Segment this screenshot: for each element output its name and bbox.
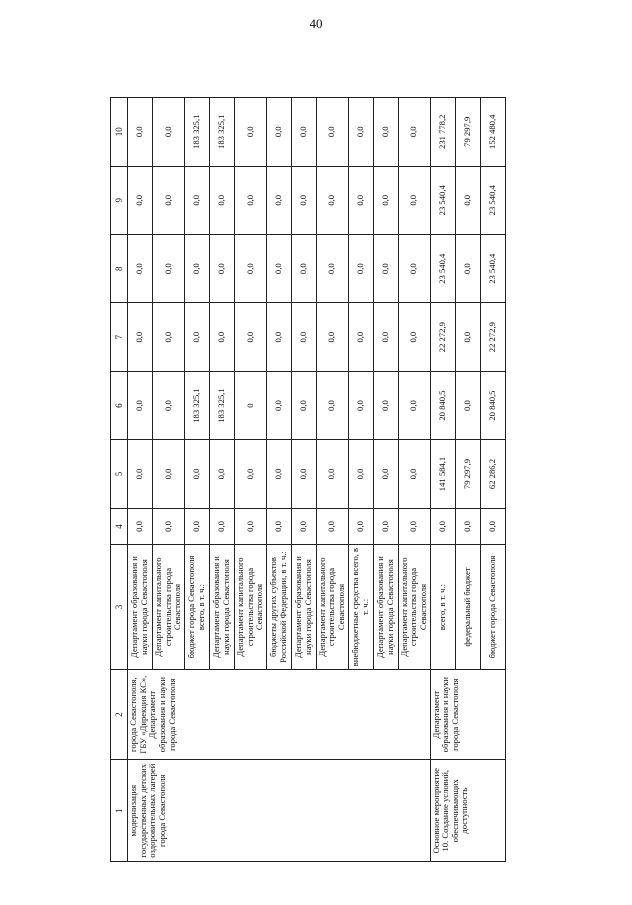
amount-cell: 183 325,1 (184, 371, 209, 439)
amount-cell: 0,0 (209, 440, 234, 508)
column-header: 7 (111, 303, 128, 371)
amount-cell: 0,0 (373, 440, 398, 508)
amount-cell: 0,0 (398, 440, 430, 508)
amount-cell: 0,0 (455, 303, 480, 371)
funding-source-cell: Департамент капитального строительства города Севастополя (398, 545, 430, 670)
amount-cell: 0,0 (184, 234, 209, 302)
amount-cell: 0,0 (128, 303, 153, 371)
amount-cell: 0,0 (455, 371, 480, 439)
amount-cell: 0,0 (184, 508, 209, 544)
amount-cell: 0,0 (153, 166, 185, 234)
amount-cell: 0,0 (153, 371, 185, 439)
amount-cell: 0,0 (184, 303, 209, 371)
amount-cell: 0,0 (398, 166, 430, 234)
funding-source-cell: бюджеты других субъектов Российской Федерации, в т. ч.: (266, 545, 291, 670)
amount-cell: 0,0 (348, 303, 373, 371)
amount-cell: 0,0 (348, 98, 373, 167)
amount-cell: 0,0 (398, 303, 430, 371)
executor-cell: города Севастополя, ГБУ «Дирекция КС», Департамент образования и науки города Севастополя (128, 669, 431, 760)
amount-cell: 152 480,4 (480, 98, 505, 167)
amount-cell: 79 297,9 (455, 440, 480, 508)
amount-cell: 0,0 (209, 166, 234, 234)
amount-cell: 0,0 (316, 234, 348, 302)
amount-cell: 0,0 (348, 508, 373, 544)
amount-cell: 0,0 (153, 234, 185, 302)
event-name-cell: модернизация государственных детских оздоровительных лагерей города Севастополя (128, 760, 431, 862)
column-header: 8 (111, 234, 128, 302)
amount-cell: 0,0 (316, 98, 348, 167)
amount-cell: 0,0 (348, 166, 373, 234)
amount-cell: 0,0 (373, 508, 398, 544)
amount-cell: 0,0 (209, 303, 234, 371)
amount-cell: 0,0 (373, 98, 398, 167)
amount-cell: 0,0 (234, 440, 266, 508)
amount-cell: 0,0 (234, 98, 266, 167)
amount-cell: 0,0 (373, 166, 398, 234)
amount-cell: 0,0 (291, 371, 316, 439)
amount-cell: 0,0 (128, 440, 153, 508)
amount-cell: 0,0 (316, 508, 348, 544)
amount-cell: 0,0 (398, 508, 430, 544)
budget-table (110, 97, 506, 862)
funding-source-cell: Департамент капитального строительства города Севастополя (316, 545, 348, 670)
amount-cell: 22 272,9 (480, 303, 505, 371)
funding-source-cell: Департамент капитального строительства города Севастополя (234, 545, 266, 670)
amount-cell: 0,0 (184, 166, 209, 234)
amount-cell: 0,0 (291, 166, 316, 234)
amount-cell: 0,0 (291, 440, 316, 508)
column-header: 2 (111, 669, 128, 760)
header-row (111, 98, 128, 862)
amount-cell: 0,0 (455, 234, 480, 302)
amount-cell: 62 286,2 (480, 440, 505, 508)
amount-cell: 0,0 (153, 508, 185, 544)
funding-source-cell: Департамент образования и науки города Севастополя (128, 545, 153, 670)
amount-cell: 0,0 (153, 303, 185, 371)
amount-cell: 0,0 (455, 508, 480, 544)
amount-cell: 0,0 (266, 166, 291, 234)
column-header: 10 (111, 98, 128, 167)
amount-cell: 0,0 (234, 508, 266, 544)
funding-source-cell: Департамент образования и науки города Севастополя (209, 545, 234, 670)
column-header: 9 (111, 166, 128, 234)
amount-cell: 0,0 (316, 303, 348, 371)
funding-source-cell: Департамент капитального строительства города Севастополя (153, 545, 185, 670)
amount-cell: 23 540,4 (430, 166, 455, 234)
funding-source-cell: Департамент образования и науки города Севастополя (291, 545, 316, 670)
funding-source-cell: внебюджетные средства всего, в т. ч.: (348, 545, 373, 670)
amount-cell: 0,0 (266, 440, 291, 508)
amount-cell: 0,0 (234, 234, 266, 302)
amount-cell: 0,0 (455, 166, 480, 234)
amount-cell: 0,0 (398, 371, 430, 439)
amount-cell: 0,0 (398, 98, 430, 167)
page-number: 40 (309, 16, 323, 31)
amount-cell: 0,0 (266, 303, 291, 371)
amount-cell: 0,0 (184, 440, 209, 508)
amount-cell: 0,0 (316, 440, 348, 508)
amount-cell: 141 584,1 (430, 440, 455, 508)
amount-cell: 0,0 (373, 371, 398, 439)
amount-cell: 0,0 (373, 303, 398, 371)
amount-cell: 183 325,1 (209, 98, 234, 167)
amount-cell: 0,0 (266, 508, 291, 544)
amount-cell: 0,0 (153, 98, 185, 167)
amount-cell: 23 540,4 (430, 234, 455, 302)
amount-cell: 79 297,9 (455, 98, 480, 167)
executor-cell: Департамент образования и науки города Севастополя (430, 669, 505, 760)
amount-cell: 23 540,4 (480, 166, 505, 234)
amount-cell: 0,0 (128, 166, 153, 234)
budget-table-rotated (110, 97, 520, 862)
funding-source-cell: бюджет города Севастополя всего, в т. ч.: (184, 545, 209, 670)
amount-cell: 0,0 (398, 234, 430, 302)
amount-cell: 0,0 (316, 371, 348, 439)
amount-cell: 0,0 (291, 508, 316, 544)
amount-cell: 0,0 (316, 166, 348, 234)
column-header: 4 (111, 508, 128, 544)
column-header: 5 (111, 440, 128, 508)
amount-cell: 23 540,4 (480, 234, 505, 302)
funding-source-cell: федеральный бюджет (455, 545, 480, 670)
funding-source-cell: Департамент образования и науки города Севастополя (373, 545, 398, 670)
amount-cell: 0,0 (234, 303, 266, 371)
amount-cell: 20 840,5 (480, 371, 505, 439)
amount-cell: 0,0 (348, 234, 373, 302)
amount-cell: 0,0 (266, 234, 291, 302)
amount-cell: 0,0 (234, 166, 266, 234)
amount-cell: 0,0 (291, 234, 316, 302)
amount-cell: 0,0 (373, 234, 398, 302)
amount-cell: 0,0 (128, 371, 153, 439)
amount-cell: 0,0 (128, 98, 153, 167)
amount-cell: 0,0 (430, 508, 455, 544)
amount-cell: 22 272,9 (430, 303, 455, 371)
amount-cell: 0,0 (348, 371, 373, 439)
column-header: 6 (111, 371, 128, 439)
event-name-cell: Основное мероприятие 10. Создание условий, обеспечивающих доступность (430, 760, 505, 862)
table-row (128, 98, 153, 862)
table-row (430, 98, 455, 862)
amount-cell: 183 325,1 (184, 98, 209, 167)
amount-cell: 0,0 (153, 440, 185, 508)
amount-cell: 231 778,2 (430, 98, 455, 167)
amount-cell: 0,0 (128, 508, 153, 544)
amount-cell: 0,0 (291, 303, 316, 371)
funding-source-cell: бюджет города Севастополя (480, 545, 505, 670)
amount-cell: 0,0 (266, 371, 291, 439)
amount-cell: 0,0 (209, 234, 234, 302)
amount-cell: 0,0 (209, 508, 234, 544)
amount-cell: 0 (234, 371, 266, 439)
amount-cell: 0,0 (348, 440, 373, 508)
amount-cell: 183 325,1 (209, 371, 234, 439)
amount-cell: 20 840,5 (430, 371, 455, 439)
column-header: 1 (111, 760, 128, 862)
amount-cell: 0,0 (291, 98, 316, 167)
funding-source-cell: всего, в т. ч.: (430, 545, 455, 670)
amount-cell: 0,0 (128, 234, 153, 302)
amount-cell: 0,0 (266, 98, 291, 167)
column-header: 3 (111, 545, 128, 670)
amount-cell: 0,0 (480, 508, 505, 544)
